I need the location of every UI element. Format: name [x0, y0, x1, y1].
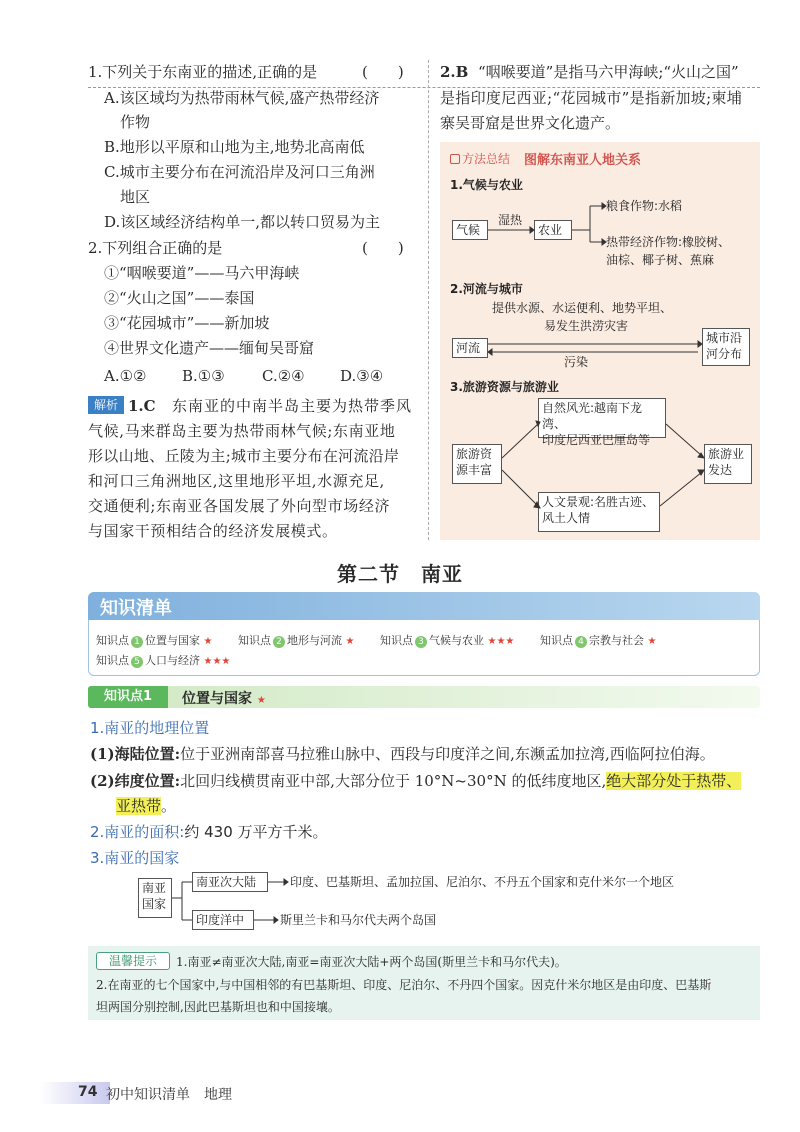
- kp4-num: 4: [575, 636, 587, 648]
- kp5-title: 人口与经济: [145, 654, 200, 667]
- tourism-line-1: 旅游业: [708, 447, 745, 461]
- resource-line-2: 源丰富: [456, 463, 493, 477]
- method-title: 图解东南亚人地关系: [524, 153, 642, 168]
- kp2-num: 2: [273, 636, 285, 648]
- para-2-highlight: 绝大部分处于热带、: [606, 772, 742, 790]
- q2-paren: ( ): [362, 239, 404, 257]
- pollution-label: 污染: [564, 355, 589, 369]
- kp-item-2: [238, 632, 354, 648]
- para-2: [90, 771, 741, 791]
- para-2-highlight-2: 亚热带: [116, 797, 162, 815]
- footer-page-bg: [40, 1082, 110, 1104]
- q1-option-a: A.该区域均为热带雨林气候,盛产热带经济: [104, 89, 380, 107]
- kp2-label: 知识点: [238, 634, 271, 647]
- section-title: 第二节 南亚: [337, 562, 463, 586]
- q2-stem: 2.下列组合正确的是: [88, 239, 223, 257]
- q2-item-3: ③“花园城市”——新加坡: [104, 314, 270, 332]
- tip-line-3: 坦两国分别控制,因此巴基斯坦也和中国接壤。: [96, 1000, 340, 1014]
- star-icon: ★★★: [203, 656, 231, 667]
- right-line-2: 是指印度尼西亚;“花园城市”是指新加坡;柬埔: [440, 89, 743, 107]
- river-box: 河流: [452, 338, 488, 358]
- kp4-title: 宗教与社会: [589, 634, 644, 647]
- q1-option-c-cont: 地区: [120, 188, 151, 206]
- kp5-label: 知识点: [96, 654, 129, 667]
- para-2-label: (2)纬度位置:: [90, 772, 181, 790]
- river-effect-2: 易发生洪涝灾害: [544, 319, 629, 333]
- analysis-answer: 1.C: [128, 397, 156, 415]
- kp4-label: 知识点: [540, 634, 573, 647]
- cash-label-1: 热带经济作物:橡胶树、: [606, 235, 731, 249]
- para-1-text: 位于亚洲南部喜马拉雅山脉中、西段与印度洋之间,东濒孟加拉湾,西临阿拉伯海。: [180, 745, 715, 763]
- tree-branch-1: 南亚次大陆: [192, 872, 268, 892]
- nature-line-2: 印度尼西亚巴厘岛等: [542, 433, 651, 447]
- analysis-line-1: 东南亚的中南半岛主要为热带季风: [172, 397, 413, 415]
- q1-option-d: D.该区域经济结构单一,都以转口贸易为主: [104, 213, 381, 231]
- city-box-line-1: 城市沿: [706, 331, 743, 345]
- column-divider: [428, 60, 429, 540]
- para-2-cont: [116, 796, 176, 816]
- heading-countries: 3.南亚的国家: [90, 849, 180, 867]
- kp1-title-text: 位置与国家: [182, 691, 252, 707]
- para-1: [90, 744, 715, 764]
- footer-book-title: 初中知识清单 地理: [106, 1087, 232, 1103]
- q1-option-a-cont: 作物: [120, 113, 151, 131]
- right-line-1: “咽喉要道”是指马六甲海峡;“火山之国”: [478, 63, 739, 81]
- tree-branch-1-text: 印度、巴基斯坦、孟加拉国、尼泊尔、不丹五个国家和克什米尔一个地区: [290, 875, 675, 889]
- human-line-2: 风土人情: [542, 511, 591, 525]
- hot-label: 湿热: [498, 213, 523, 227]
- method-h1: 1.气候与农业: [450, 178, 523, 192]
- tip-badge: 温馨提示: [96, 952, 170, 970]
- q1-paren: ( ): [362, 63, 404, 81]
- tree-root-line-1: 南亚: [142, 881, 167, 895]
- q2-choice-c: C.②④: [262, 367, 305, 385]
- method-summary-box: [440, 142, 760, 540]
- tip-line-2: 2.在南亚的七个国家中,与中国相邻的有巴基斯坦、印度、尼泊尔、不丹四个国家。因克什米尔地区是由印度、巴基斯: [96, 978, 712, 992]
- kp-item-5: [96, 652, 230, 668]
- kp1-badge: 知识点1: [88, 686, 168, 708]
- q2-item-1: ①“咽喉要道”——马六甲海峡: [104, 264, 300, 282]
- analysis-line-6: 与国家干预相结合的经济发展模式。: [88, 522, 338, 540]
- star-icon: ★: [256, 695, 266, 706]
- knowledge-list-title: 知识清单: [100, 598, 172, 619]
- tip-line-1: 1.南亚≠南亚次大陆,南亚=南亚次大陆+两个岛国(斯里兰卡和马尔代夫)。: [176, 955, 567, 969]
- tree-branch-2-text: 斯里兰卡和马尔代夫两个岛国: [280, 913, 437, 927]
- grain-label: 粮食作物:水稻: [606, 199, 683, 213]
- q2-choice-b: B.①③: [182, 367, 225, 385]
- knowledge-list-header: [88, 592, 760, 620]
- q2-choice-a: A.①②: [104, 367, 147, 385]
- kp-item-4: [540, 632, 656, 648]
- heading-area: 2.南亚的面积:: [90, 823, 185, 841]
- kp1-title: [182, 688, 266, 708]
- star-icon: ★★★: [487, 636, 515, 647]
- right-answer: 2.B: [440, 63, 469, 81]
- method-h2: 2.河流与城市: [450, 282, 523, 296]
- analysis-line-3: 形以山地、丘陵为主;城市主要分布在河流沿岸: [88, 447, 400, 465]
- climate-box: 气候: [452, 220, 488, 240]
- kp1-label: 知识点: [96, 634, 129, 647]
- q1-stem: [88, 62, 317, 82]
- kp3-num: 3: [415, 636, 427, 648]
- para-2-text: 北回归线横贯南亚中部,大部分位于 10°N~30°N 的低纬度地区,: [180, 772, 607, 790]
- tree-root-line-2: 国家: [142, 897, 167, 911]
- analysis-line-4: 和河口三角洲地区,这里地形平坦,水源充足,: [88, 472, 385, 490]
- method-diagram-lines: [440, 142, 760, 540]
- kp3-label: 知识点: [380, 634, 413, 647]
- q1-option-b: B.地形以平原和山地为主,地势北高南低: [104, 138, 365, 156]
- kp3-title: 气候与农业: [429, 634, 484, 647]
- kp-item-3: [380, 632, 514, 648]
- star-icon: ★: [345, 636, 355, 647]
- q2-item-2: ②“火山之国”——泰国: [104, 289, 255, 307]
- para-1-label: (1)海陆位置:: [90, 745, 181, 763]
- para-2-end: 。: [161, 797, 177, 815]
- nature-line-1: 自然风光:越南下龙湾、: [542, 401, 643, 431]
- river-effect-1: 提供水源、水运便利、地势平坦、: [492, 301, 673, 315]
- analysis-line-2: 气候,马来群岛主要为热带雨林气候;东南亚地: [88, 422, 396, 440]
- analysis-line-5: 交通便利;东南亚各国发展了外向型市场经济: [88, 497, 391, 515]
- kp1-title: 位置与国家: [145, 634, 200, 647]
- cash-label-2: 油棕、椰子树、蕉麻: [606, 253, 715, 267]
- heading-geo: 1.南亚的地理位置: [90, 719, 210, 737]
- method-h3: 3.旅游资源与旅游业: [450, 380, 559, 394]
- analysis-badge: 解析: [88, 396, 124, 414]
- tree-root: [138, 878, 172, 918]
- star-icon: ★: [647, 636, 657, 647]
- kp2-title: 地形与河流: [287, 634, 342, 647]
- tourism-line-2: 发达: [708, 463, 733, 477]
- q2-item-4: ④世界文化遗产——缅甸吴哥窟: [104, 339, 315, 357]
- kp1-num: 1: [131, 636, 143, 648]
- city-box-line-2: 河分布: [706, 347, 743, 361]
- resource-line-1: 旅游资: [456, 447, 493, 461]
- right-line-3: 寨吴哥窟是世界文化遗产。: [440, 114, 621, 132]
- tree-branch-2: 印度洋中: [192, 910, 254, 930]
- agri-box: 农业: [534, 220, 572, 240]
- kp-item-1: [96, 632, 212, 648]
- q1-option-c: C.城市主要分布在河流沿岸及河口三角洲: [104, 163, 375, 181]
- kp5-num: 5: [131, 656, 143, 668]
- q1-stem-text: 1.下列关于东南亚的描述,正确的是: [88, 63, 318, 81]
- human-line-1: 人文景观:名胜古迹、: [542, 495, 655, 509]
- star-icon: ★: [203, 636, 213, 647]
- footer-page-number: 74: [78, 1084, 98, 1100]
- area-value: 约 430 万平方千米。: [184, 823, 328, 841]
- area-line: [90, 822, 328, 842]
- q2-choice-d: D.③④: [340, 367, 384, 385]
- method-tag-text: 方法总结: [462, 152, 511, 166]
